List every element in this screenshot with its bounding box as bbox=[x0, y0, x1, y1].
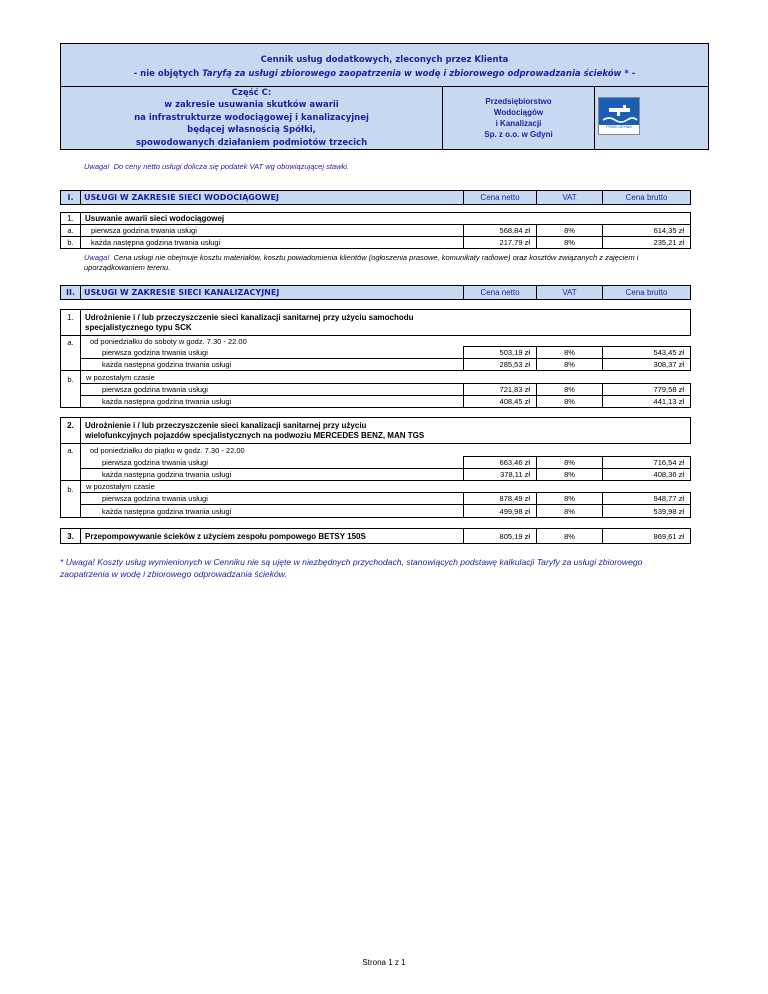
price-gross: 716,54 zł bbox=[602, 456, 691, 469]
vat-rate: 8% bbox=[536, 236, 603, 249]
row-divider bbox=[80, 370, 691, 383]
price-gross: 441,13 zł bbox=[602, 395, 691, 408]
vat-note: Uwaga! Do ceny netto usługi dolicza się podatek VAT wg obowiązującej stawki. bbox=[84, 162, 350, 171]
section2-item1-a-letter: a. bbox=[60, 335, 81, 371]
section2-item1-a-label: od poniedziałku do soboty w godz. 7.30 - 22.00 bbox=[90, 337, 247, 346]
section2-item2-b-label: w pozostałym czasie bbox=[86, 482, 155, 491]
price-net: 503,19 zł bbox=[463, 346, 537, 359]
document-subtitle: - nie objętych Taryfą za usługi zbiorowego zaopatrzenia w wodę i zbiorowego odprowadzania ścieków * - bbox=[133, 69, 636, 79]
section2-item2-number-cell: 2. bbox=[60, 417, 81, 444]
table-row-label: każda następna godzina trwania usługi bbox=[80, 236, 464, 249]
price-gross: 235,21 zł bbox=[602, 236, 691, 249]
price-gross: 543,45 zł bbox=[602, 346, 691, 359]
section2-item3-title: Przepompowywanie ścieków z użyciem zespołu pompowego BETSY 150S bbox=[80, 528, 464, 544]
table-row-label: każda następna godzina trwania usługi bbox=[80, 504, 464, 518]
price-gross: 408,36 zł bbox=[602, 468, 691, 481]
vat-rate: 8% bbox=[536, 383, 603, 396]
col-vat-header: VAT bbox=[536, 285, 603, 300]
col-gross-header: Cena brutto bbox=[602, 190, 691, 205]
section2-item2-a-letter: a. bbox=[60, 443, 81, 481]
price-net: 568,84 zł bbox=[463, 224, 537, 237]
table-row-label: pierwsza godzina trwania usługi bbox=[80, 383, 464, 396]
document-title: Cennik usług dodatkowych, zleconych przez Klienta bbox=[260, 55, 509, 65]
price-net: 408,45 zł bbox=[463, 395, 537, 408]
price-gross: 614,35 zł bbox=[602, 224, 691, 237]
table-row-letter: a. bbox=[60, 224, 81, 237]
table-row-label: każda następna godzina trwania usługi bbox=[80, 358, 464, 371]
company-name: Przedsiębiorstwo Wodociągów i Kanalizacji Sp. z o.o. w Gdyni bbox=[484, 97, 553, 139]
vat-rate: 8% bbox=[536, 456, 603, 469]
section2-item2-title: Udrożnienie i / lub przeczyszczenie sieci kanalizacji sanitarnej przy użyciu wielofunkcyjnych pojazdów specjalistycznych na podwoziu MERCEDES BENZ, MAN TGS bbox=[80, 417, 691, 444]
table-row-label: każda następna godzina trwania usługi bbox=[80, 468, 464, 481]
vat-rate: 8% bbox=[536, 468, 603, 481]
section2-title: USŁUGI W ZAKRESIE SIECI KANALIZACYJNEJ bbox=[80, 285, 464, 300]
section2-item3-number: 3. bbox=[60, 528, 81, 544]
section1-note: Uwaga! Cena usługi nie obejmuje kosztu materiałów, kosztu powiadomienia klientów (ogłoszenia prasowe, komunikaty radiowe) oraz kosztów związanych z zajęciem i uporządkowaniem terenu. bbox=[84, 253, 639, 272]
footnote: * Uwaga! Koszty usług wymienionych w Cenniku nie są ujęte w niezbędnych przychodach, stanowiących podstawę kalkulacji Taryfy za usługi zbiorowego zaopatrzenia w wodę i zbiorowego odprowadzania ścieków. bbox=[60, 557, 643, 579]
price-gross: 948,77 zł bbox=[602, 492, 691, 505]
price-gross: 308,37 zł bbox=[602, 358, 691, 371]
section1-title: USŁUGI W ZAKRESIE SIECI WODOCIĄGOWEJ bbox=[80, 190, 464, 205]
section1-number: I. bbox=[60, 190, 81, 205]
vat-rate: 8% bbox=[536, 504, 603, 518]
vat-rate: 8% bbox=[536, 358, 603, 371]
table-row-label: pierwsza godzina trwania usługi bbox=[80, 224, 464, 237]
price-net: 217,79 zł bbox=[463, 236, 537, 249]
price-net: 878,49 zł bbox=[463, 492, 537, 505]
vat-rate: 8% bbox=[536, 492, 603, 505]
section2-item1-title: Udrożnienie i / lub przeczyszczenie sieci kanalizacji sanitarnej przy użyciu samochodu specjalistycznego typu SCK bbox=[80, 309, 691, 336]
table-row-label: każda następna godzina trwania usługi bbox=[80, 395, 464, 408]
part-title: Część C: w zakresie usuwania skutków awarii na infrastrukturze wodociągowej i kanalizacyjnej będącej własnością Spółki, spowodowanych działaniem podmiotów trzecich bbox=[134, 88, 369, 148]
table-row-letter: b. bbox=[60, 236, 81, 249]
section2-item1-b-label: w pozostałym czasie bbox=[86, 373, 155, 382]
vat-rate: 8% bbox=[536, 528, 603, 544]
price-gross: 539,98 zł bbox=[602, 504, 691, 518]
page-number: Strona 1 z 1 bbox=[362, 958, 406, 967]
table-row-label: pierwsza godzina trwania usługi bbox=[80, 492, 464, 505]
price-gross: 869,61 zł bbox=[602, 528, 691, 544]
col-gross-header: Cena brutto bbox=[602, 285, 691, 300]
section1-item-number: 1. bbox=[60, 212, 81, 225]
section2-item2-a-label: od poniedziałku do piątku w godz. 7.30 - 22.00 bbox=[90, 446, 245, 455]
price-net: 721,83 zł bbox=[463, 383, 537, 396]
section2-item1-b-letter: b. bbox=[60, 370, 81, 408]
table-row-label: pierwsza godzina trwania usługi bbox=[80, 346, 464, 359]
price-net: 378,11 zł bbox=[463, 468, 537, 481]
price-gross: 779,58 zł bbox=[602, 383, 691, 396]
company-logo bbox=[598, 97, 640, 135]
section2-item1-number: 1. bbox=[60, 309, 81, 336]
table-row-label: pierwsza godzina trwania usługi bbox=[80, 456, 464, 469]
col-vat-header: VAT bbox=[536, 190, 603, 205]
col-net-header: Cena netto bbox=[463, 190, 537, 205]
price-net: 499,98 zł bbox=[463, 504, 537, 518]
vat-rate: 8% bbox=[536, 395, 603, 408]
vat-rate: 8% bbox=[536, 346, 603, 359]
price-net: 663,46 zł bbox=[463, 456, 537, 469]
section2-item2-b-letter: b. bbox=[60, 480, 81, 518]
vat-rate: 8% bbox=[536, 224, 603, 237]
col-net-header: Cena netto bbox=[463, 285, 537, 300]
section1-item-title: Usuwanie awarii sieci wodociągowej bbox=[80, 212, 691, 225]
section2-number: II. bbox=[60, 285, 81, 300]
price-net: 805,19 zł bbox=[463, 528, 537, 544]
row-divider bbox=[80, 480, 691, 492]
price-net: 285,53 zł bbox=[463, 358, 537, 371]
logo-caption: PEWiK GDYNIA bbox=[606, 125, 632, 129]
